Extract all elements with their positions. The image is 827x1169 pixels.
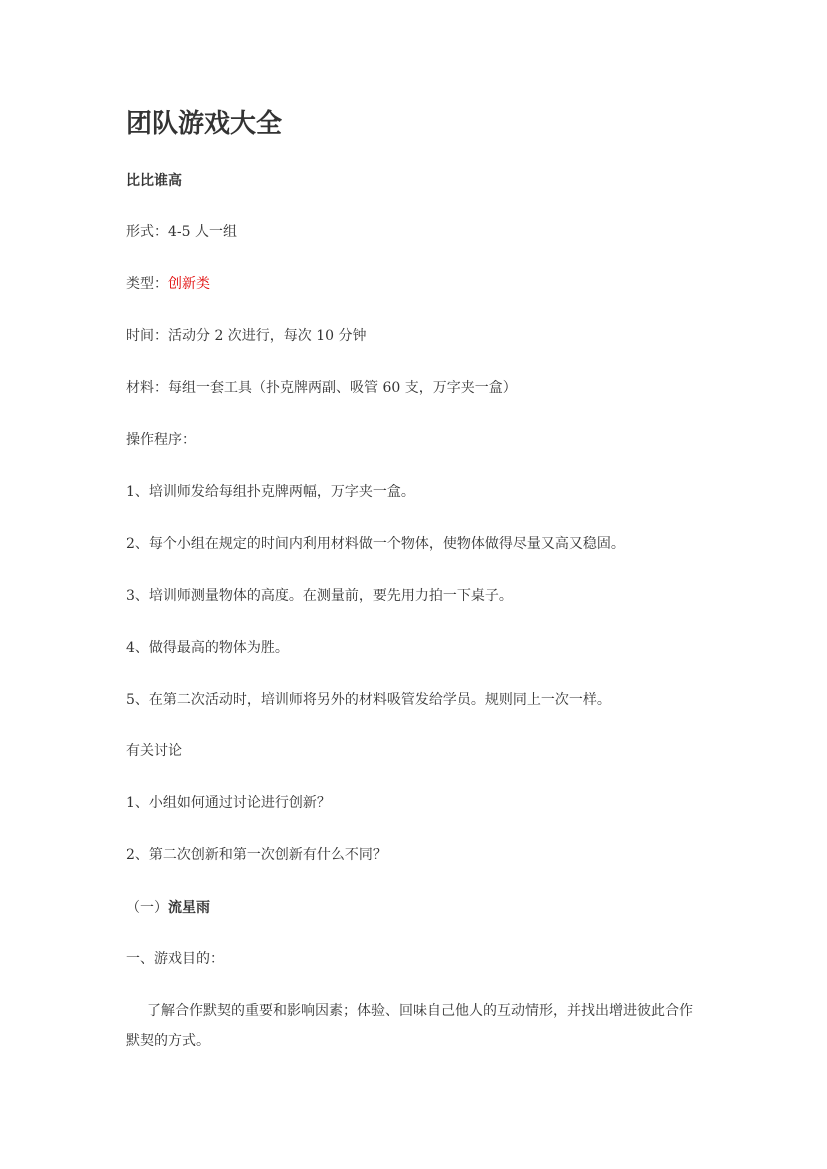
game2-heading-name: 流星雨 [168, 900, 210, 916]
game1-step-1: 1、培训师发给每组扑克牌两幅，万字夹一盒。 [126, 484, 415, 500]
game1-form: 形式：4-5 人一组 [126, 224, 237, 240]
game1-step-3: 3、培训师测量物体的高度。在测量前，要先用力拍一下桌子。 [126, 588, 513, 604]
game1-materials: 材料：每组一套工具（扑克牌两副、吸管 60 支，万字夹一盒） [126, 380, 517, 396]
game1-discussion-heading: 有关讨论 [126, 743, 182, 759]
game1-step-5: 5、在第二次活动时，培训师将另外的材料吸管发给学员。规则同上一次一样。 [126, 692, 611, 708]
game2-heading [126, 898, 210, 918]
game2-purpose-heading: 一、游戏目的： [126, 951, 224, 967]
game1-heading: 比比谁高 [126, 173, 182, 189]
game1-step-4: 4、做得最高的物体为胜。 [126, 640, 289, 656]
game1-type-value: 创新类 [168, 276, 210, 292]
game1-time: 时间：活动分 2 次进行，每次 10 分钟 [126, 328, 367, 344]
game1-type [126, 274, 210, 294]
game1-discussion-1: 1、小组如何通过讨论进行创新？ [126, 795, 331, 811]
game1-discussion-2: 2、第二次创新和第一次创新有什么不同？ [126, 847, 387, 863]
document-title: 团队游戏大全 [126, 109, 283, 139]
game2-purpose-text: 了解合作默契的重要和影响因素；体验、回味自己他人的互动情形，并找出增进彼此合作默契的方式。 [126, 1003, 693, 1049]
game2-heading-prefix: （一） [126, 900, 168, 916]
game1-type-label: 类型： [126, 276, 168, 292]
game1-step-2: 2、每个小组在规定的时间内利用材料做一个物体，使物体做得尽量又高又稳固。 [126, 536, 625, 552]
game1-procedure-heading: 操作程序： [126, 432, 196, 448]
